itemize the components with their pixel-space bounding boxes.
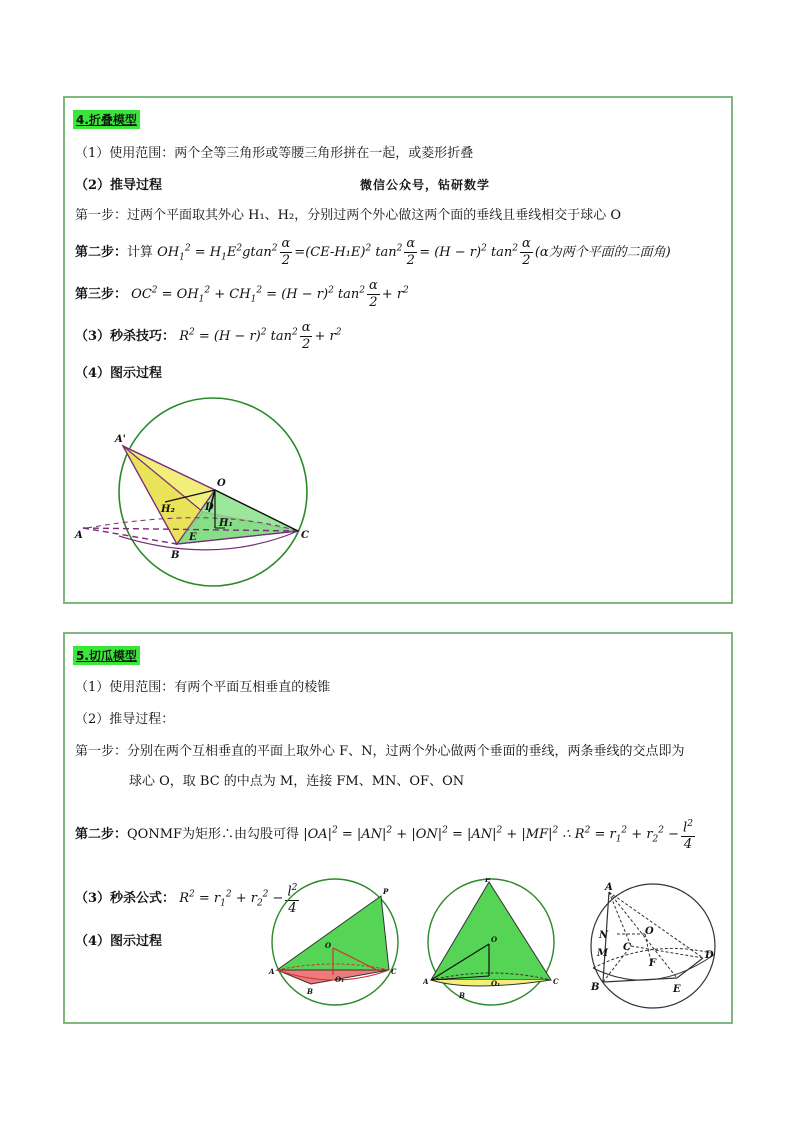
label-C: C xyxy=(301,530,309,541)
svg-text:P: P xyxy=(383,887,389,896)
s4-step2-mid: =(CE-H₁E) xyxy=(294,245,366,260)
label-A: A xyxy=(75,530,83,541)
svg-text:M: M xyxy=(597,948,609,959)
cut-melon-figure-3 xyxy=(587,878,727,1014)
label-B: B xyxy=(171,550,180,561)
svg-text:C: C xyxy=(553,977,559,986)
svg-text:A: A xyxy=(605,882,613,893)
svg-text:C: C xyxy=(391,967,397,976)
section-4-title: 4.折叠模型 xyxy=(73,110,140,129)
svg-text:O: O xyxy=(491,935,498,944)
s4-step2-pre: 计算 xyxy=(127,245,154,260)
svg-text:A: A xyxy=(423,977,429,986)
svg-text:O₁: O₁ xyxy=(335,975,345,984)
s4-step3-label: 第三步： xyxy=(75,287,128,302)
s4-range: （1）使用范围：两个全等三角形或等腰三角形拼在一起，或菱形折叠 xyxy=(75,146,474,161)
watermark-text: 微信公众号，钻研数学 xyxy=(360,178,491,192)
s5-step1-b: 球心 O，取 BC 的中点为 M，连接 FM、MN、OF、ON xyxy=(129,774,465,789)
s4-derive-label: （2）推导过程 xyxy=(75,178,163,193)
svg-text:N: N xyxy=(599,930,609,941)
s5-derive-label: （2）推导过程： xyxy=(75,712,175,727)
s4-fig-label: （4）图示过程 xyxy=(75,366,163,381)
svg-text:D: D xyxy=(705,950,714,961)
s4-tip: （3）秒杀技巧： $R^2 = (H - r)^2$ $\tan^2$ $\frac{\alpha}{2}$ + $r^2$ xyxy=(75,320,342,352)
s5-range: （1）使用范围：有两个平面互相垂直的棱锥 xyxy=(75,680,331,695)
section-5-title: 5.切瓜模型 xyxy=(73,646,140,665)
svg-text:O: O xyxy=(645,926,654,937)
s5-step2: 第二步：QONMF为矩形∴由勾股可得 $|OA|^2 = |AN|^2 + |ON|^2 = |AN|^2 + |MF|^2$ ∴ $R^2 = r_1^2 + r_2^2$ − $\frac{l^2}{4}$ xyxy=(75,816,697,853)
fold-model-figure xyxy=(65,388,365,588)
label-E: E xyxy=(189,532,197,543)
s5-fig-label: （4）图示过程 xyxy=(75,934,163,949)
svg-text:B: B xyxy=(591,982,600,993)
svg-text:A: A xyxy=(269,967,275,976)
s4-step2: 第二步：计算 $OH_1^2 = H_1E^2gtan^2$ $\frac{\alpha}{2}$ $=(CE-H_1E)^2$ $\tan^2$ $\frac{\alpha}{2}$ = $(H - r)^2$ $\tan^2$ $\frac{\alpha}{2}$ (α为两个平面的二面角) xyxy=(75,236,671,268)
s5-formula: （3）秒杀公式： $R^2 = r_1^2 + r_2^2$ − $\frac{l^2}{4}$ xyxy=(75,880,301,917)
label-H2: H₂ xyxy=(161,504,175,515)
s4-step2-note: (α为两个平面的二面角) xyxy=(534,245,671,260)
cut-melon-figure-2 xyxy=(423,878,563,1008)
s4-step1: 第一步：过两个平面取其外心 H₁、H₂，分别过两个外心做这两个面的垂线且垂线相交于球心 O xyxy=(75,208,622,223)
s5-step2-text: QONMF为矩形∴由勾股可得 xyxy=(127,827,300,843)
svg-text:B: B xyxy=(307,987,313,996)
svg-text:O₁: O₁ xyxy=(491,979,501,988)
label-H1: H₁ xyxy=(219,518,233,529)
svg-text:B: B xyxy=(459,991,465,1000)
cut-melon-figure-1 xyxy=(267,878,407,1008)
svg-text:C: C xyxy=(623,942,631,953)
s5-step1-a: 第一步：分别在两个互相垂直的平面上取外心 F、N，过两个外心做两个垂面的垂线，两条垂线的交点即为 xyxy=(75,744,685,759)
svg-text:E: E xyxy=(673,984,681,995)
s4-step2-label: 第二步： xyxy=(75,245,128,260)
label-A-prime: A' xyxy=(115,434,126,445)
s5-formula-label: （3）秒杀公式： xyxy=(75,891,176,907)
s5-step2-label: 第二步： xyxy=(75,827,128,843)
section-5-box xyxy=(63,632,733,1024)
label-O: O xyxy=(217,478,226,489)
label-D: D xyxy=(205,502,214,513)
s4-tip-label: （3）秒杀技巧： xyxy=(75,329,176,344)
svg-text:F: F xyxy=(649,958,657,969)
s4-step3: 第三步： $OC^2 = OH_1^2 + CH_1^2 = (H - r)^2$ $\tan^2$ $\frac{\alpha}{2}$ + $r^2$ xyxy=(75,278,409,310)
svg-text:O: O xyxy=(325,941,332,950)
section-4-box xyxy=(63,96,733,604)
svg-text:P: P xyxy=(485,878,491,884)
